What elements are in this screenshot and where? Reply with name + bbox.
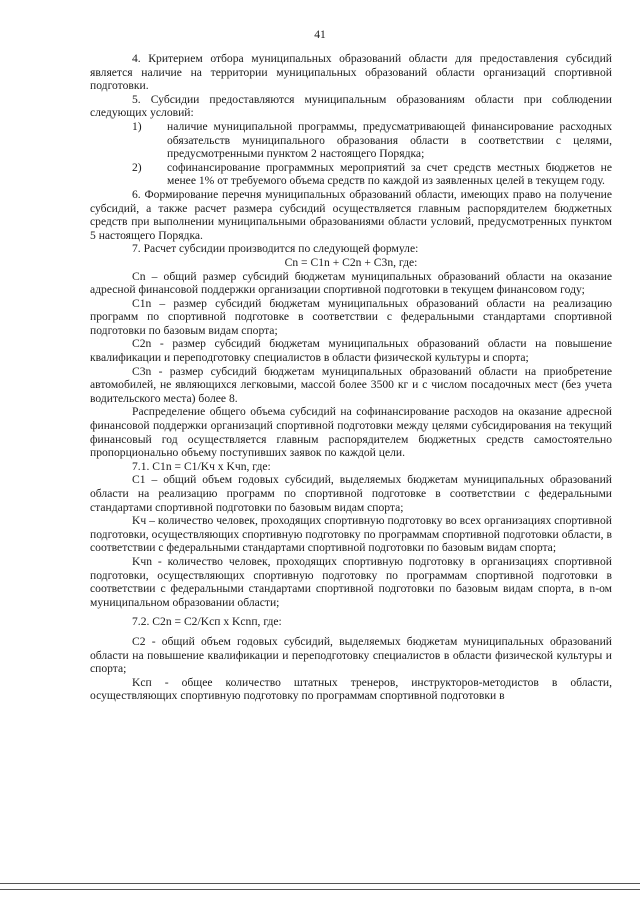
condition-2-number: 2) (132, 160, 142, 174)
formula-7-2: 7.2. C2n = C2/Kсп x Kсnп, где: (132, 615, 282, 629)
paragraph-distribution: Распределение общего объема субсидий на софинансирование расходов на оказание адресной финансовой поддержки организаций спортивной подготовки между целями субсидирования на текущий финансовый год осуществляется главным распорядителем бюджетных средств самостоятельно пропорционально объему поступивших заявок по каждой цели. (90, 405, 612, 460)
condition-1-number: 1) (132, 119, 142, 133)
scan-edge-line (0, 889, 640, 890)
definition-c2n: C2n - размер субсидий бюджетам муниципальных образований области на повышение квалификации и переподготовку специалистов в области физической культуры и спорта; (90, 337, 612, 365)
paragraph-6: 6. Формирование перечня муниципальных образований области, имеющих право на получение субсидий, а также расчет размера субсидий осуществляется главным распорядителем бюджетных средств при выполнении муниципальными образованиями области условий, предусмотренных пунктом 5 настоящего Порядка. (90, 187, 612, 242)
definition-c2: C2 - общий объем годовых субсидий, выделяемых бюджетам муниципальных образований области на повышение квалификации и переподготовку специалистов в области физической культуры и спорта; (90, 634, 612, 676)
paragraph-4: 4. Критерием отбора муниципальных образований области для предоставления субсидий является наличие на территории муниципальных образований области организаций спортивной подготовки. (90, 52, 612, 93)
definition-cn: Cn – общий размер субсидий бюджетам муниципальных образований области на оказание адресной финансовой поддержки организации спортивной подготовки в текущем финансовом году; (90, 269, 612, 297)
definition-kch: Kч – количество человек, проходящих спортивную подготовку во всех организациях спортивной подготовки, осуществляющих спортивную подготовку по программам спортивной подготовки области, в соответствии с федеральными стандартами спортивной подготовки по базовым видам спорта; (90, 514, 612, 555)
definition-ksp: Kсп - общее количество штатных тренеров, инструкторов-методистов в области, осуществляющих спортивную подготовку по программам спортивной подготовки в (90, 675, 612, 703)
paragraph-7: 7. Расчет субсидии производится по следующей формуле: (132, 242, 419, 256)
scan-edge-line (0, 883, 640, 884)
formula-7-1: 7.1. C1n = C1/Kч x Kчn, где: (132, 459, 271, 473)
document-body (90, 52, 612, 703)
formula-7: Cn = C1n + C2n + C3n, где: (284, 255, 418, 269)
condition-2-text: софинансирование программных мероприятий за счет средств местных бюджетов не менее 1% от требуемого объема средств по каждой из заявленных целей в текущем году. (167, 160, 612, 188)
definition-c3n: C3n - размер субсидий бюджетам муниципальных образований области на приобретение автомобилей, не являющихся легковыми, массой более 3500 кг и с числом посадочных мест (без учета водительского места) более 8. (90, 364, 612, 405)
condition-2 (90, 161, 612, 188)
page-number: 41 (314, 28, 326, 41)
condition-1-text: наличие муниципальной программы, предусматривающей финансирование расходных обязательств муниципального образования области в соответствии с целями, предусмотренными пунктом 2 настоящего Порядка; (167, 119, 612, 161)
definition-kchn: Kчn - количество человек, проходящих спортивную подготовку в организациях спортивной подготовки, осуществляющих спортивную подготовку по программам спортивной подготовки в соответствии с федеральными стандартами спортивной подготовки по базовым видам спорта, в n-ом муниципальном образовании области; (90, 554, 612, 609)
condition-1 (90, 120, 612, 161)
paragraph-5: 5. Субсидии предоставляются муниципальным образованиям области при соблюдении следующих условий: (90, 92, 612, 120)
definition-c1n: C1n – размер субсидий бюджетам муниципальных образований области на реализацию программ по спортивной подготовке в соответствии с федеральными стандартами спортивной подготовки по базовым видам спорта; (90, 296, 612, 337)
definition-c1: C1 – общий объем годовых субсидий, выделяемых бюджетам муниципальных образований области на реализацию программ по спортивной подготовке в соответствии с федеральными стандартами спортивной подготовки по базовым видам спорта; (90, 473, 612, 514)
